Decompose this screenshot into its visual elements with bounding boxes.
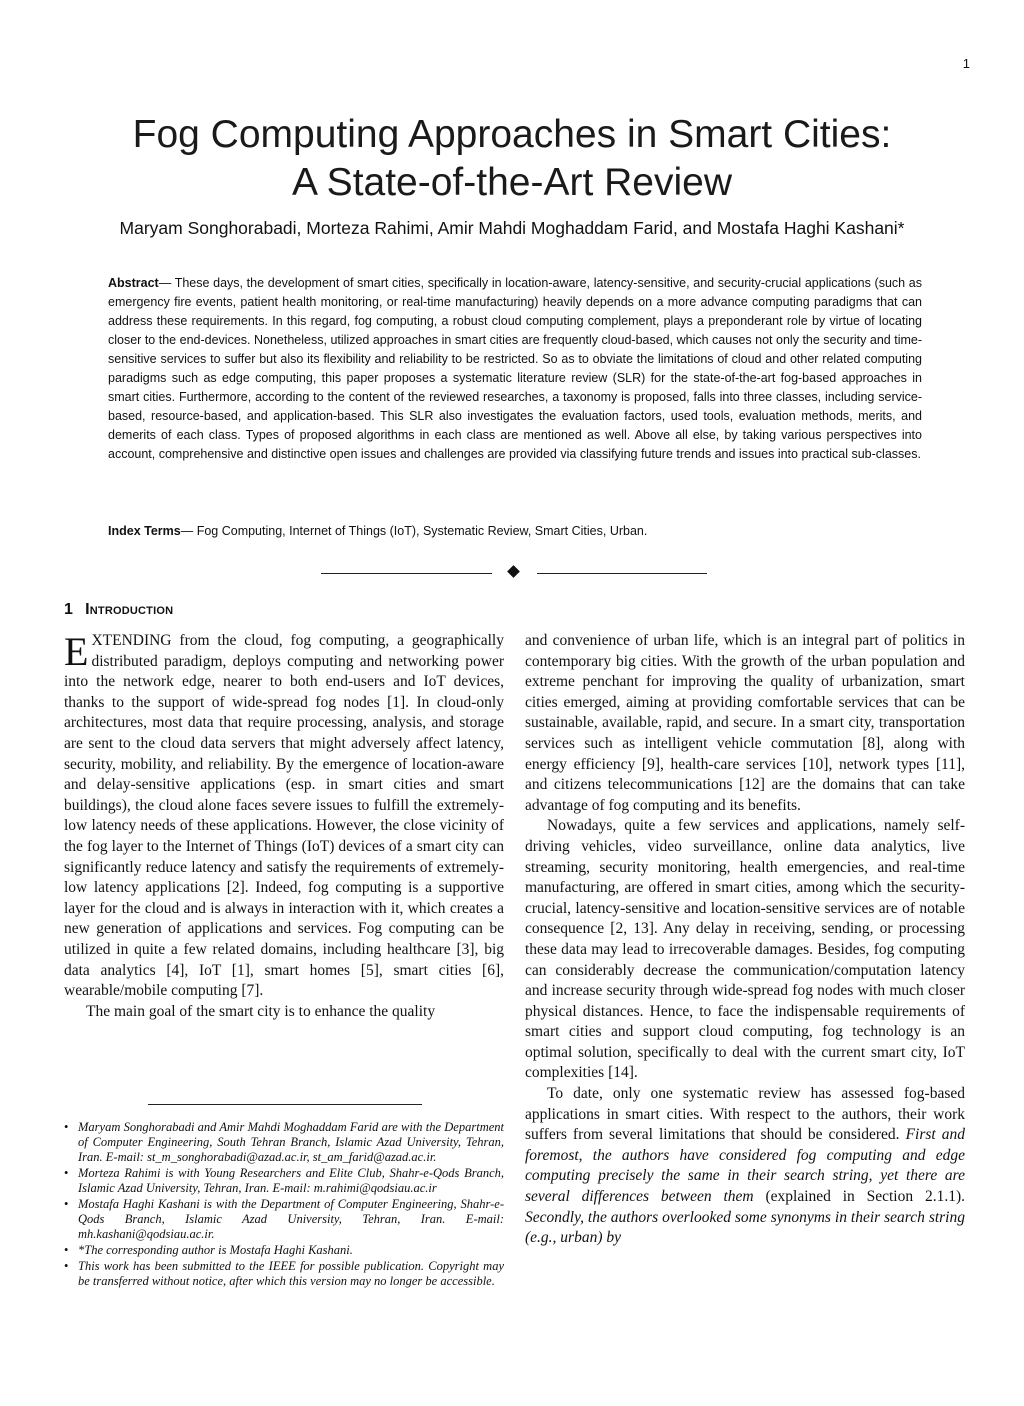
abstract-dash: — — [158, 276, 175, 290]
divider-line-right — [537, 573, 707, 574]
abstract-label: Abstract — [108, 276, 159, 290]
intro-paragraph-5-text-a: To date, only one systematic review has assessed fog-based applications in smart cities. With respect to the authors, their work suffers from several limitations that should be considered. — [525, 1085, 965, 1144]
footnote-item: • Morteza Rahimi is with Young Researchers and Elite Club, Shahr-e-Qods Branch, Islamic Azad University, Tehran, Iran. E-mail: m.rahimi@qodsiau.ac.ir — [64, 1166, 504, 1196]
drop-cap: E — [64, 629, 89, 674]
section-heading — [64, 601, 173, 619]
right-column — [525, 631, 965, 1249]
index-terms — [108, 522, 922, 541]
divider-line-left — [321, 573, 492, 574]
author-list: Maryam Songhorabadi, Morteza Rahimi, Amir Mahdi Moghaddam Farid, and Mostafa Haghi Kashani* — [119, 218, 905, 238]
footnotes — [64, 1120, 504, 1290]
footnote-rule — [148, 1104, 422, 1105]
left-column — [64, 631, 504, 1022]
page-number: 1 — [962, 56, 970, 71]
intro-paragraph-4: Nowadays, quite a few services and applications, namely self-driving vehicles, video surveillance, online data analytics, live streaming, security monitoring, health emergencies, and real-time manufacturing, are offered in smart cities, among which the security-crucial, latency-sensitive and location-sensitive services are of notable consequence [2, 13]. Any delay in receiving, sending, or processing these data may lead to irrecoverable damages. Besides, fog computing can considerably decrease the communication/computation latency and increase security through wide-spread fog nodes with much closer physical distances. Hence, to face the indispensable requirements of smart cities and support cloud computing, fog technology is an optimal solution, specifically to deal with the current smart city, IoT complexities [14]. — [525, 817, 965, 1082]
footnote-item: • Mostafa Haghi Kashani is with the Department of Computer Engineering, Shahr-e-Qods Branch, Islamic Azad University, Tehran, Iran. E-mail: mh.kashani@qodsiau.ac.ir. — [64, 1197, 504, 1242]
footnote-item: • This work has been submitted to the IEEE for possible publication. Copyright may be transferred without notice, after which this version may no longer be accessible. — [64, 1259, 504, 1289]
index-terms-label: Index Terms — [108, 524, 181, 538]
intro-paragraph-2: The main goal of the smart city is to enhance the quality — [86, 1002, 436, 1020]
footnote-item: • Maryam Songhorabadi and Amir Mahdi Moghaddam Farid are with the Department of Computer Engineering, South Tehran Branch, Islamic Azad University, Tehran, Iran. E-mail: st_m_songhorabadi@azad.ac.ir, st_am_farid@azad.ac.ir. — [64, 1120, 504, 1165]
intro-paragraph-5-italic-b: Secondly, the authors overlooked some synonyms in their search string (e.g., urban) by — [525, 1208, 965, 1247]
intro-paragraph-5-text-b: (explained in Section 2.1.1). — [753, 1188, 965, 1206]
section-number: 1 — [64, 601, 74, 618]
paper-title-line-1: Fog Computing Approaches in Smart Cities: — [132, 113, 892, 156]
intro-paragraph-5 — [525, 1084, 965, 1249]
intro-paragraph-5-italic-a: First and foremost, the authors have considered fog computing and edge computing precisely the same in their search string, yet there are several differences between them — [525, 1126, 965, 1206]
intro-paragraph-3: and convenience of urban life, which is an integral part of politics in contemporary big cities. With the growth of the urban population and extreme penchant for improving the quality of urbanization, smart cities emerged, aiming at providing comfortable services that can be sustainable, available, rapid, and secure. In a smart city, transportation services such as intelligent vehicle commutation [8], along with energy efficiency [9], health-care services [10], network types [11], and citizens telecommunications [12] are the domains that can take advantage of fog computing and its benefits. — [525, 632, 965, 814]
abstract-text: These days, the development of smart cities, specifically in location-aware, latency-sensitive, and security-crucial applications (such as emergency fire events, patient health monitoring, or real-time manufacturing) heavily depends on a more advance computing paradigms that can address these requirements. In this regard, fog computing, a robust cloud computing complement, plays a preponderant role by virtue of locating closer to the end-devices. Nonetheless, utilized approaches in smart cities are frequently cloud-based, which causes not only the security and time-sensitive services to suffer but also its flexibility and reliability to be restricted. So as to obviate the limitations of cloud and other related computing paradigms such as edge computing, this paper proposes a systematic literature review (SLR) for the state-of-the-art fog-based approaches in smart cities. Furthermore, according to the content of the reviewed researches, a taxonomy is proposed, falls into three classes, including service-based, resource-based, and application-based. This SLR also investigates the evaluation factors, used tools, evaluation methods, merits, and demerits of each class. Types of proposed algorithms in each class are mentioned as well. Above all else, by taking various perspectives into account, comprehensive and distinctive open issues and challenges are provided via classifying future trends and issues into practical sub-classes. — [108, 276, 922, 461]
divider-diamond-icon — [507, 565, 520, 578]
intro-paragraph-1 — [64, 631, 504, 1002]
intro-paragraph-1-text: XTENDING from the cloud, fog computing, a geographically distributed paradigm, deploys computing and networking power into the network edge, nearer to both end-users and IoT devices, thanks to the support of wide-spread fog nodes [1]. In cloud-only architectures, most data that require processing, analysis, and storage are sent to the cloud data servers that might adversely affect latency, security, mobility, and reliability. By the emergence of location-aware and delay-sensitive applications (esp. in smart cities and smart buildings), the cloud alone faces severe issues to fulfill the extremely-low latency needs of these applications. However, the close vicinity of the fog layer to the Internet of Things (IoT) devices of a smart city can significantly reduce latency and satisfy the requirements of extremely-low latency applications [2]. Indeed, fog computing is a supportive layer for the cloud and is always in interaction with it, which creates a new generation of applications and services. Fog computing can be utilized in quite a few related domains, including healthcare [3], big data analytics [4], IoT [1], smart homes [5], smart cities [6], wearable/mobile computing [7]. — [64, 632, 504, 1000]
footnote-item: • *The corresponding author is Mostafa Haghi Kashani. — [64, 1243, 504, 1258]
abstract — [108, 274, 922, 464]
paper-title-line-2: A State-of-the-Art Review — [291, 161, 732, 204]
index-terms-dash: — — [180, 524, 197, 538]
section-title: Introduction — [85, 601, 174, 618]
index-terms-text: Fog Computing, Internet of Things (IoT), Systematic Review, Smart Cities, Urban. — [196, 524, 648, 538]
